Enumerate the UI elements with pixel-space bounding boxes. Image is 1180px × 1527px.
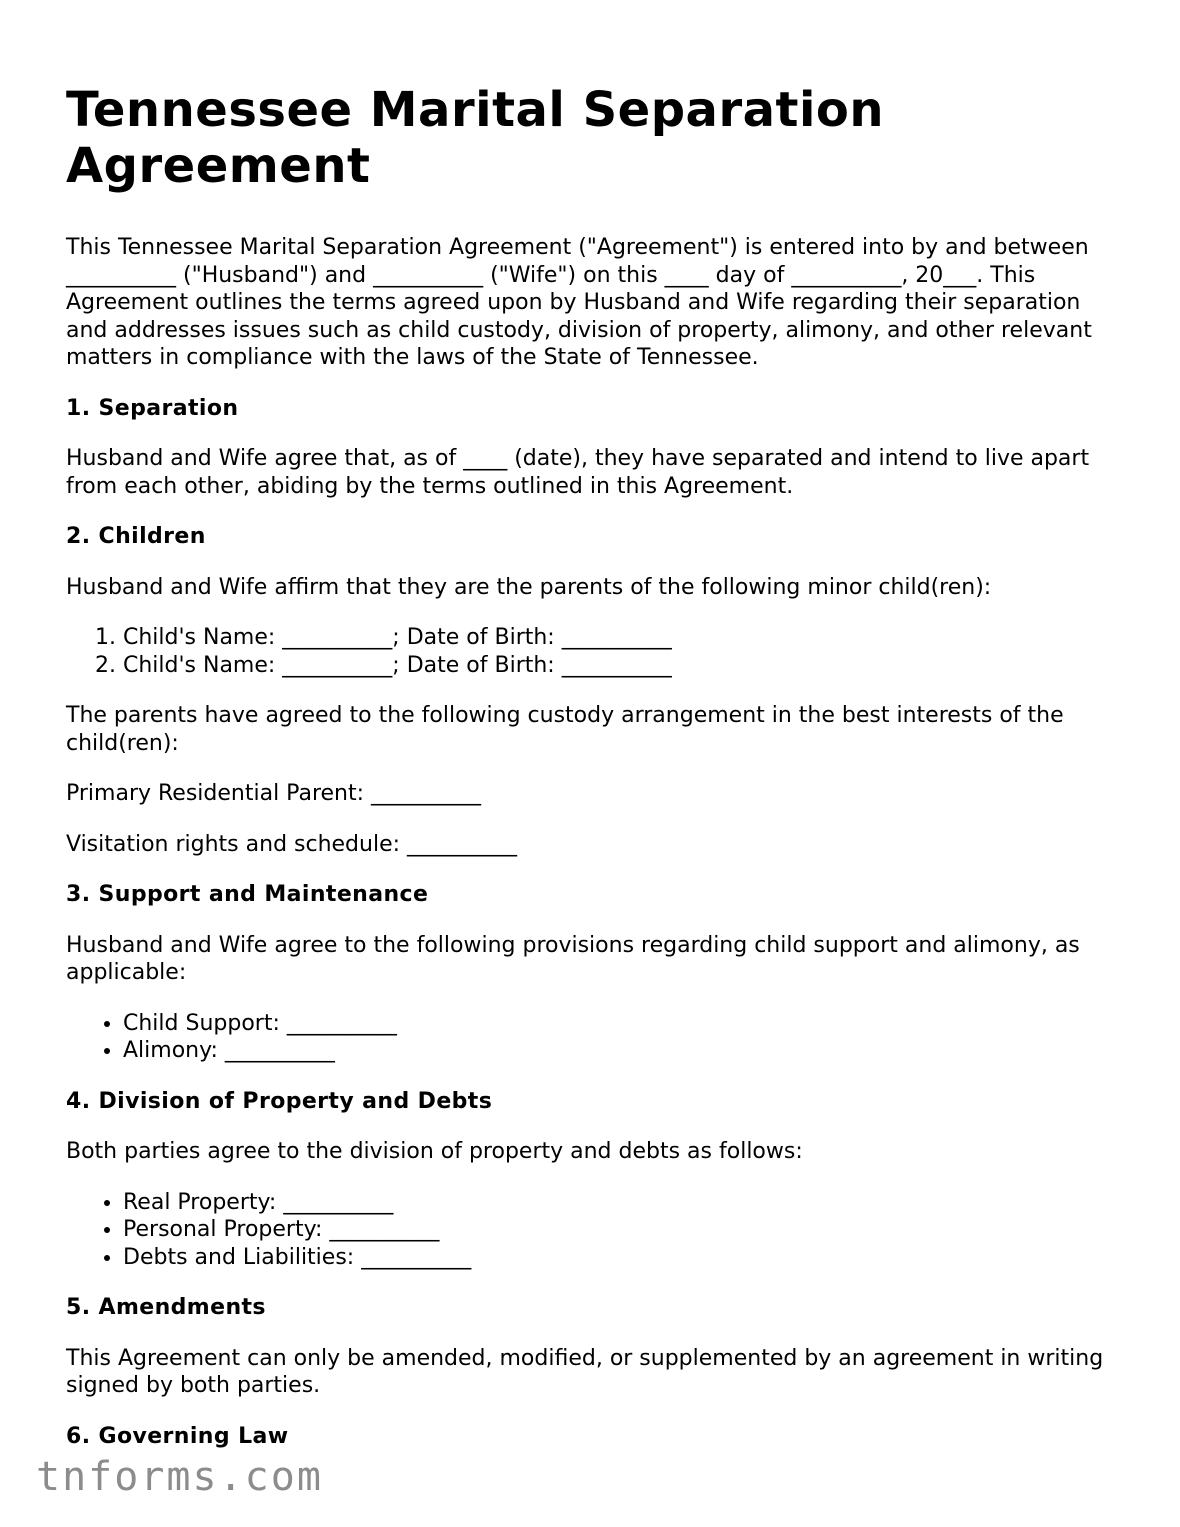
document-title: Tennessee Marital Separation Agreement: [66, 82, 885, 194]
property-list: [66, 1189, 1126, 1272]
property-list-item: • Debts and Liabilities: __________: [123, 1244, 1126, 1272]
site-watermark: tnforms.com: [36, 1454, 323, 1500]
child-list-item: 2. Child's Name: __________; Date of Birth: __________: [123, 652, 1126, 680]
intro-paragraph: This Tennessee Marital Separation Agreement ("Agreement") is entered into by and between __________ ("Husband") and __________ ("Wife") on this ____ day of __________, 20___. This Agreement outlines the terms agreed upon by Husband and Wife regarding their separation and addresses issues such as child custody, division of property, alimony, and other relevant matters in compliance with the laws of the State of Tennessee.: [66, 235, 1092, 370]
support-list-item: • Child Support: __________: [123, 1010, 1126, 1038]
section-heading-governing-law: 6. Governing Law: [66, 1423, 289, 1449]
property-list-item: • Personal Property: __________: [123, 1216, 1126, 1244]
support-list: [66, 1010, 1126, 1065]
children-list: [66, 624, 1126, 679]
children-text: Husband and Wife affirm that they are the parents of the following minor child(ren):: [66, 574, 992, 600]
section-heading-children: 2. Children: [66, 524, 206, 549]
section-heading-amendments: 5. Amendments: [66, 1295, 266, 1320]
property-text: Both parties agree to the division of property and debts as follows:: [66, 1139, 803, 1164]
primary-parent-line: Primary Residential Parent: __________: [66, 781, 482, 806]
visitation-line: Visitation rights and schedule: __________: [66, 831, 518, 857]
property-list-item: • Real Property: __________: [123, 1189, 1126, 1217]
section-heading-support: 3. Support and Maintenance: [66, 882, 429, 907]
separation-text: Husband and Wife agree that, as of ____ (date), they have separated and intend to live apart from each other, abiding by the terms outlined in this Agreement.: [66, 446, 1090, 499]
support-list-item: • Alimony: __________: [123, 1037, 1126, 1065]
support-text: Husband and Wife agree to the following provisions regarding child support and alimony, as applicable:: [66, 932, 1080, 985]
custody-text: The parents have agreed to the following custody arrangement in the best interests of the child(ren):: [66, 703, 1064, 756]
section-heading-separation: 1. Separation: [66, 395, 239, 421]
child-list-item: 1. Child's Name: __________; Date of Birth: __________: [123, 624, 1126, 652]
document-page: [66, 82, 1126, 1473]
amendments-text: This Agreement can only be amended, modified, or supplemented by an agreement in writing signed by both parties.: [66, 1345, 1104, 1398]
section-heading-property: 4. Division of Property and Debts: [66, 1088, 493, 1114]
